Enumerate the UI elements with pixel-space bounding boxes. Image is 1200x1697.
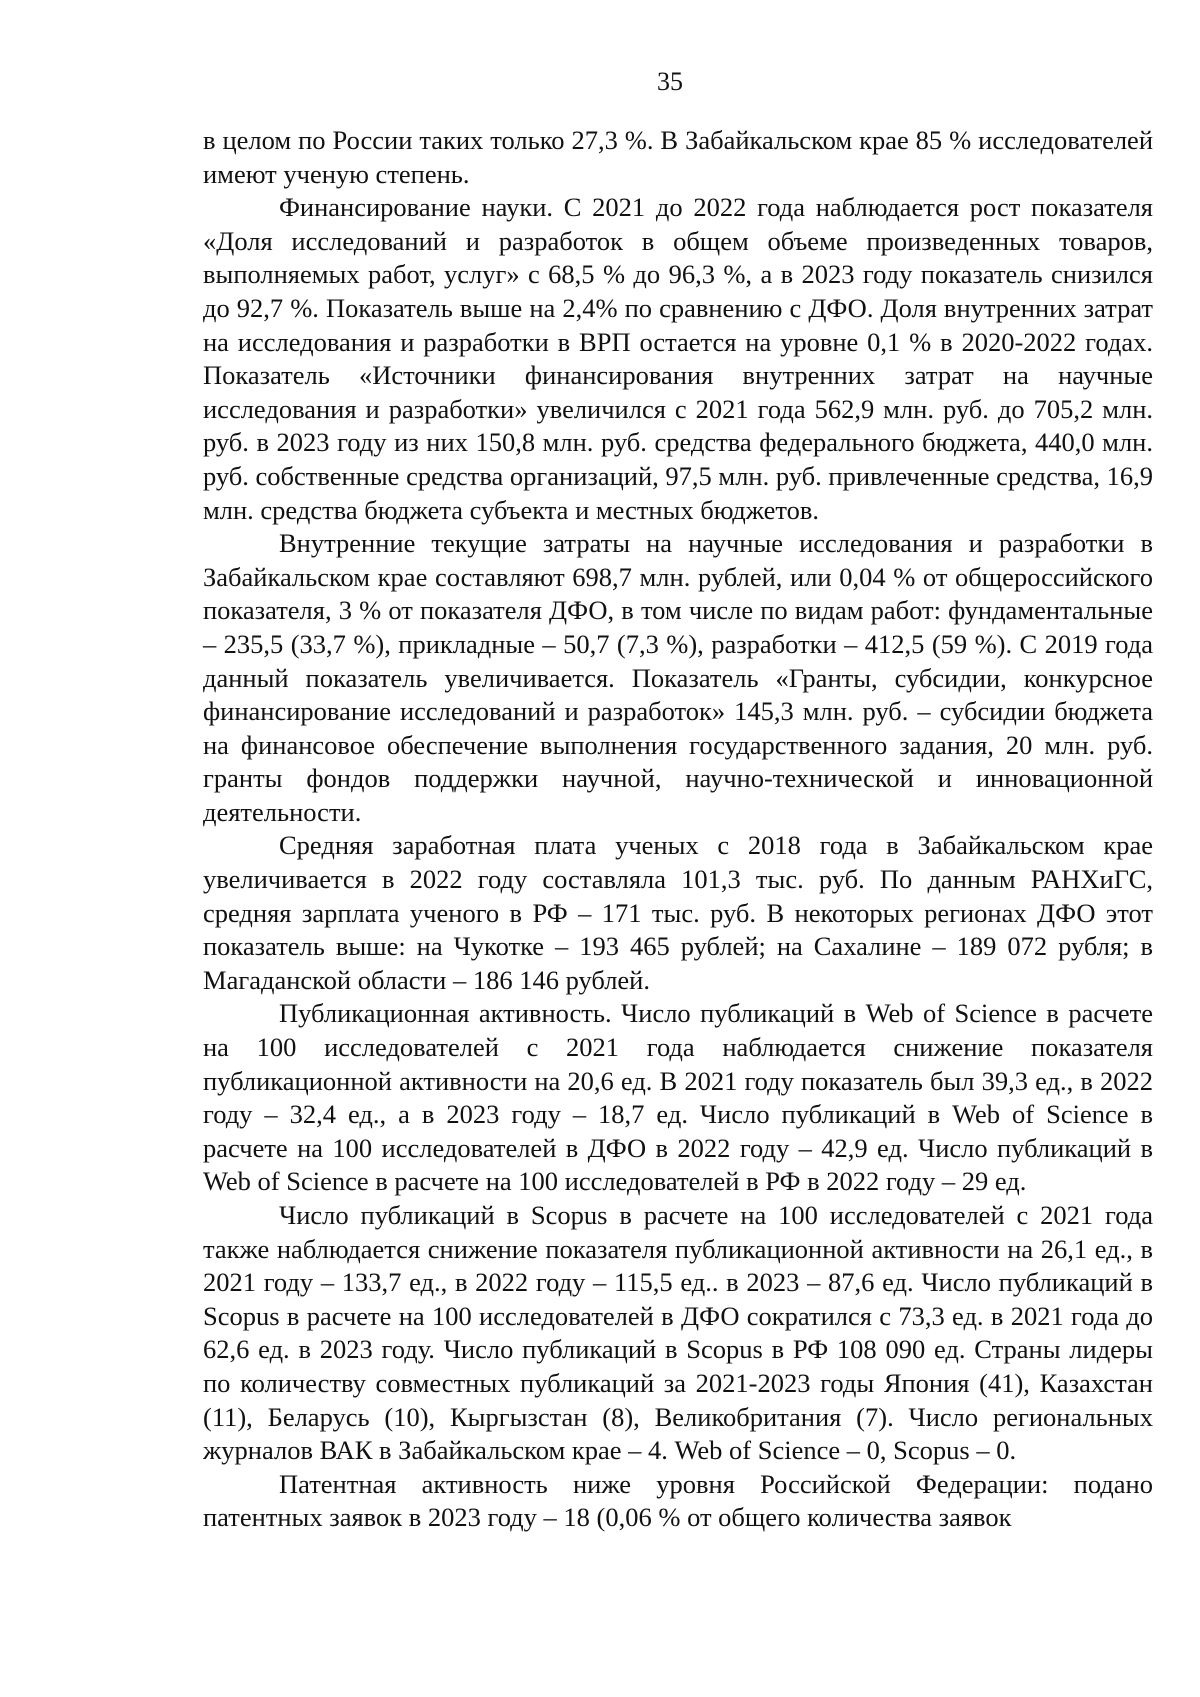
paragraph-patent-activity: Патентная активность ниже уровня Российской Федерации: подано патентных заявок в 2023 году – 18 (0,06 % от общего количества заявок [203,1468,1153,1533]
paragraph-researchers-degree: в целом по России таких только 27,3 %. В Забайкальском крае 85 % исследователей имеют ученую степень. [203,125,1153,189]
paragraph-science-financing: Финансирование науки. С 2021 до 2022 года наблюдается рост показателя «Доля исследований и разработок в общем объеме произведенных товаров, выполняемых работ, услуг» с 68,5 % до 96,3 %, а в 2023 году показатель снизился до 92,7 %. Показатель выше на 2,4% по сравнению с ДФО. Доля внутренних затрат на исследования и разработки в ВРП остается на уровне 0,1 % в 2020-2022 годах. Показатель «Источники финансирования внутренних затрат на научные исследования и разработки» увеличился с 2021 года 562,9 млн. руб. до 705,2 млн. руб. в 2023 году из них 150,8 млн. руб. средства федерального бюджета, 440,0 млн. руб. собственные средства организаций, 97,5 млн. руб. привлеченные средства, 16,9 млн. средства бюджета субъекта и местных бюджетов. [203,192,1153,525]
paragraph-internal-costs: Внутренние текущие затраты на научные исследования и разработки в Забайкальском крае составляют 698,7 млн. рублей, или 0,04 % от общероссийского показателя, 3 % от показателя ДФО, в том числе по видам работ: фундаментальные – 235,5 (33,7 %), прикладные – 50,7 (7,3 %), разработки – 412,5 (59 %). С 2019 года данный показатель увеличивается. Показатель «Гранты, субсидии, конкурсное финансирование исследований и разработок» 145,3 млн. руб. – субсидии бюджета на финансовое обеспечение выполнения государственного задания, 20 млн. руб. гранты фондов поддержки научной, научно-технической и инновационной деятельности. [203,528,1153,827]
document-body [203,124,1153,1535]
paragraph-scopus: Число публикаций в Scopus в расчете на 100 исследователей с 2021 года также наблюдается снижение показателя публикационной активности на 26,1 ед., в 2021 году – 133,7 ед., в 2022 году – 115,5 ед.. в 2023 – 87,6 ед. Число публикаций в Scopus в расчете на 100 исследователей в ДФО сократился с 73,3 ед. в 2021 года до 62,6 ед. в 2023 году. Число публикаций в Scopus в РФ 108 090 ед. Страны лидеры по количеству совместных публикаций за 2021-2023 годы Япония (41), Казахстан (11), Беларусь (10), Кыргызстан (8), Великобритания (7). Число региональных журналов ВАК в Забайкальском крае – 4. Web of Science – 0, Scopus – 0. [203,1200,1153,1466]
paragraph-average-salary: Средняя заработная плата ученых с 2018 года в Забайкальском крае увеличивается в 2022 году составляла 101,3 тыс. руб. По данным РАНХиГС, средняя зарплата ученого в РФ – 171 тыс. руб. В некоторых регионах ДФО этот показатель выше: на Чукотке – 193 465 рублей; на Сахалине – 189 072 рубля; в Магаданской области – 186 146 рублей. [203,830,1153,995]
paragraph-web-of-science: Публикационная активность. Число публикаций в Web of Science в расчете на 100 исследователей с 2021 года наблюдается снижение показателя публикационной активности на 20,6 ед. В 2021 году показатель был 39,3 ед., в 2022 году – 32,4 ед., а в 2023 году – 18,7 ед. Число публикаций в Web of Science в расчете на 100 исследователей в ДФО в 2022 году – 42,9 ед. Число публикаций в Web of Science в расчете на 100 исследователей в РФ в 2022 году – 29 ед. [203,998,1153,1197]
page-number: 35 [657,67,683,96]
